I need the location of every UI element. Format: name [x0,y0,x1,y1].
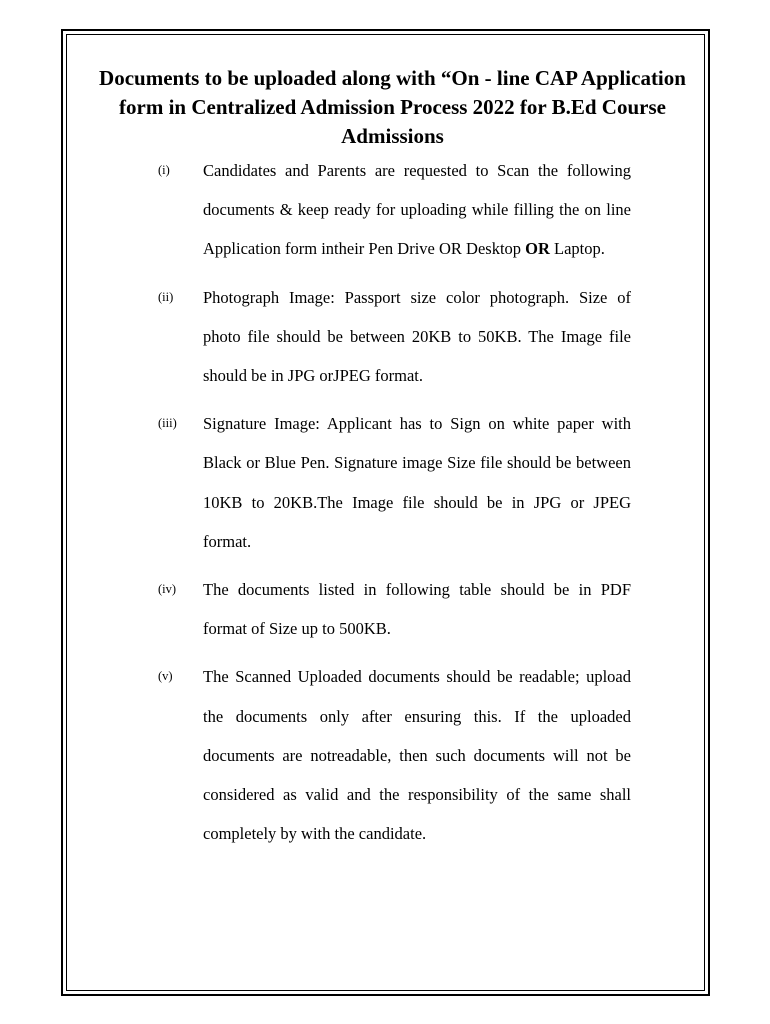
item-text [203,151,631,269]
list-item [158,657,638,853]
item-text-part: Candidates and Parents are requested to Scan the following documents & keep ready for uploading while filling the on line Application form intheir Pen Drive OR Desktop [203,161,631,259]
item-number: (ii) [158,289,174,304]
item-number: (iii) [158,416,177,431]
item-text: Photograph Image: Passport size color photograph. Size of photo file should be between 20KB to 50KB. The Image file should be in JPG orJPEG format. [203,287,631,386]
item-text: The Scanned Uploaded documents should be readable; upload the documents only after ensuring this. If the uploaded documents are notreadable, then such documents will not be considered as valid and the responsibility of the same shall completely by with the candidate. [203,667,631,844]
list-item [158,151,638,269]
list-item [158,278,638,396]
instruction-list [158,151,638,862]
item-text-bold: OR [525,239,550,259]
item-number: (iv) [158,582,177,597]
list-item [158,570,638,648]
list-item [158,404,638,561]
item-number: (i) [158,163,170,177]
item-text: Signature Image: Applicant has to Sign on white paper with Black or Blue Pen. Signature image Size file should be between 10KB to 20KB.The Image file should be in JPG or JPEG format. [203,414,631,551]
item-number: (v) [158,669,173,684]
item-text: The documents listed in following table should be in PDF format of Size up to 500KB. [203,580,631,639]
item-text-part: Laptop. [549,239,605,259]
document-title: Documents to be uploaded along with “On - line CAP Application form in Centralized Admission Process 2022 for B.Ed Course Admissions [99,66,686,148]
